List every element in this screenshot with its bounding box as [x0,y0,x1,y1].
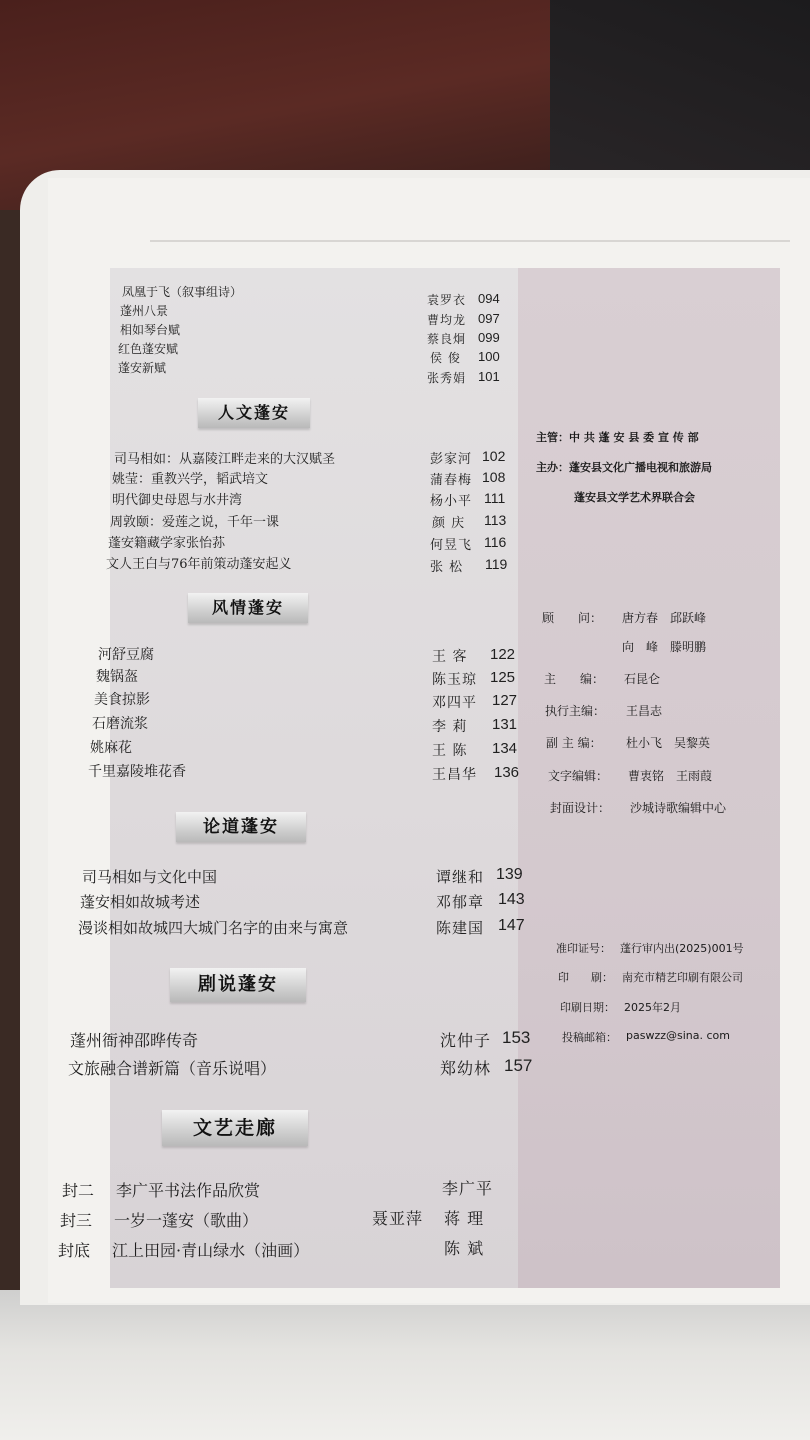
toc-entry-title: 文人王白与76年前策动蓬安起义 [106,557,292,572]
toc-entry-author: 杨小平 [430,494,473,509]
toc-entry-author: 蒲春梅 [430,473,473,488]
toc-entry-author: 曹均龙 [427,313,467,327]
toc-entry-author: 邓郁章 [436,893,485,911]
toc-entry-page: 136 [494,764,520,781]
toc-entry-page: 113 [484,512,507,528]
staff-names: 沙城诗歌编辑中心 [630,801,727,815]
print-label: 投稿邮箱： [562,1031,617,1044]
toc-entry-page: 094 [478,291,500,306]
toc-entry-author: 张秀娟 [427,371,467,385]
toc-entry-author: 王 客 [432,649,468,665]
toc-entry-author: 陈建国 [436,919,485,937]
section-heading: 风情蓬安 [188,593,308,623]
toc-entry-author: 陈玉琼 [432,672,477,688]
toc-entry-page: 100 [478,349,500,364]
cover-label: 封三 [60,1211,93,1230]
toc-entry-page: 143 [498,891,525,908]
toc-entry-page: 101 [478,369,500,384]
toc-entry-title: 司马相如与文化中国 [82,868,218,886]
toc-entry-author: 颜 庆 [432,516,466,531]
toc-entry-page: 134 [492,740,518,757]
sponsor-line: 主办：蓬安县文化广播电视和旅游局 [536,461,712,474]
toc-entry-author: 邓四平 [432,695,477,711]
section-heading: 剧说蓬安 [170,968,306,1002]
toc-entry-title: 蓬安新赋 [118,361,167,375]
table-surface [0,1290,810,1440]
staff-names: 石昆仑 [624,672,661,686]
toc-entry-title: 蓬州八景 [120,304,169,318]
toc-entry-page: 157 [504,1056,533,1075]
cover-label: 封底 [58,1241,91,1260]
toc-entry-author: 侯 俊 [430,351,461,365]
toc-entry-author: 王 陈 [432,743,468,759]
print-value: 南充市精艺印刷有限公司 [622,971,743,984]
toc-entry-title: 红色蓬安赋 [118,342,179,356]
toc-entry-author: 李 莉 [432,719,468,735]
toc-entry-page: 099 [478,330,500,345]
toc-entry-title: 周敦颐：爱莲之说，千年一课 [110,515,280,530]
header-rule [150,240,790,242]
sponsor-line: 主管：中 共 蓬 安 县 委 宣 传 部 [536,431,699,444]
staff-names: 曹衷铭 王雨葭 [628,769,713,783]
toc-entry-page: 111 [484,490,506,506]
toc-entry-title: 姚麻花 [90,740,132,756]
toc-entry-page: 119 [485,556,508,572]
toc-entry-title: 姚莹：重教兴学，韬武培文 [112,472,269,487]
toc-entry-title: 河舒豆腐 [98,647,154,663]
staff-role: 封面设计： [550,801,611,815]
print-value: 2025年2月 [624,1001,681,1014]
toc-entry-page: 153 [502,1028,531,1047]
toc-entry-title: 李广平书法作品欣赏 [116,1181,261,1200]
toc-entry-title: 蓬州衙神邵晔传奇 [70,1031,199,1050]
toc-entry-title: 蓬安相如故城考述 [80,893,201,911]
toc-entry-author: 何昱飞 [430,538,473,553]
toc-entry-author: 张 松 [430,560,464,575]
email-value: paswzz@sina. com [626,1029,730,1042]
toc-entry-title: 美食掠影 [94,692,150,708]
staff-names: 杜小飞 吴黎英 [626,736,711,750]
toc-entry-page: 108 [482,469,506,485]
toc-entry-title: 千里嘉陵堆花香 [88,764,186,780]
toc-entry-title: 相如琴台赋 [120,323,181,337]
toc-entry-title: 明代御史母恩与水井湾 [112,493,243,508]
toc-entry-co-author: 聂亚萍 [372,1209,424,1228]
toc-entry-page: 127 [492,692,518,709]
toc-entry-title: 江上田园·青山绿水（油画） [112,1241,310,1260]
section-heading: 人文蓬安 [198,398,310,428]
toc-entry-author: 彭家河 [430,452,473,467]
toc-entry-title: 石磨流浆 [92,716,148,732]
toc-entry-author: 袁罗衣 [427,293,467,307]
toc-entry-page: 147 [498,917,525,934]
toc-entry-author: 沈仲子 [440,1031,492,1050]
staff-names: 唐方春 邱跃峰 [622,611,707,625]
staff-role: 文字编辑： [548,769,609,783]
toc-entry-title: 漫谈相如故城四大城门名字的由来与寓意 [78,919,349,937]
print-label: 印 刷： [558,971,613,984]
toc-entry-title: 魏锅盔 [96,669,138,685]
toc-entry-author: 蒋 理 [444,1209,485,1228]
toc-entry-author: 蔡良炯 [427,332,467,346]
staff-role: 执行主编： [545,704,606,718]
toc-entry-page: 122 [490,646,516,663]
toc-entry-title: 蓬安籍藏学家张怡荪 [108,536,226,551]
toc-entry-author: 谭继和 [436,868,485,886]
toc-entry-author: 王昌华 [432,767,477,783]
sponsor-line: 蓬安县文学艺术界联合会 [574,491,695,504]
toc-entry-page: 125 [490,669,516,686]
cover-label: 封二 [62,1181,95,1200]
toc-entry-page: 097 [478,311,500,326]
toc-entry-page: 102 [482,448,506,464]
print-label: 准印证号： [556,942,611,955]
staff-names: 向 峰 滕明鹏 [622,640,707,654]
staff-role: 副 主 编： [546,736,602,750]
staff-names: 王昌志 [626,704,663,718]
toc-entry-title: 司马相如：从嘉陵江畔走来的大汉赋圣 [114,452,336,467]
toc-entry-author: 李广平 [442,1179,494,1198]
print-value: 蓬行审内出(2025)001号 [620,942,744,955]
toc-entry-author: 陈 斌 [444,1239,485,1258]
print-label: 印刷日期： [560,1001,615,1014]
staff-role: 顾 问： [542,611,603,625]
toc-entry-page: 139 [496,866,523,883]
staff-role: 主 编： [544,672,605,686]
toc-entry-page: 131 [492,716,518,733]
toc-entry-title: 文旅融合谱新篇（音乐说唱） [68,1059,277,1078]
toc-entry-title: 凤凰于飞（叙事组诗） [122,285,243,299]
toc-entry-title: 一岁一蓬安（歌曲） [114,1211,259,1230]
section-heading: 论道蓬安 [176,812,306,842]
toc-entry-author: 郑幼林 [440,1059,492,1078]
section-heading: 文艺走廊 [162,1110,308,1146]
toc-entry-page: 116 [484,534,507,550]
